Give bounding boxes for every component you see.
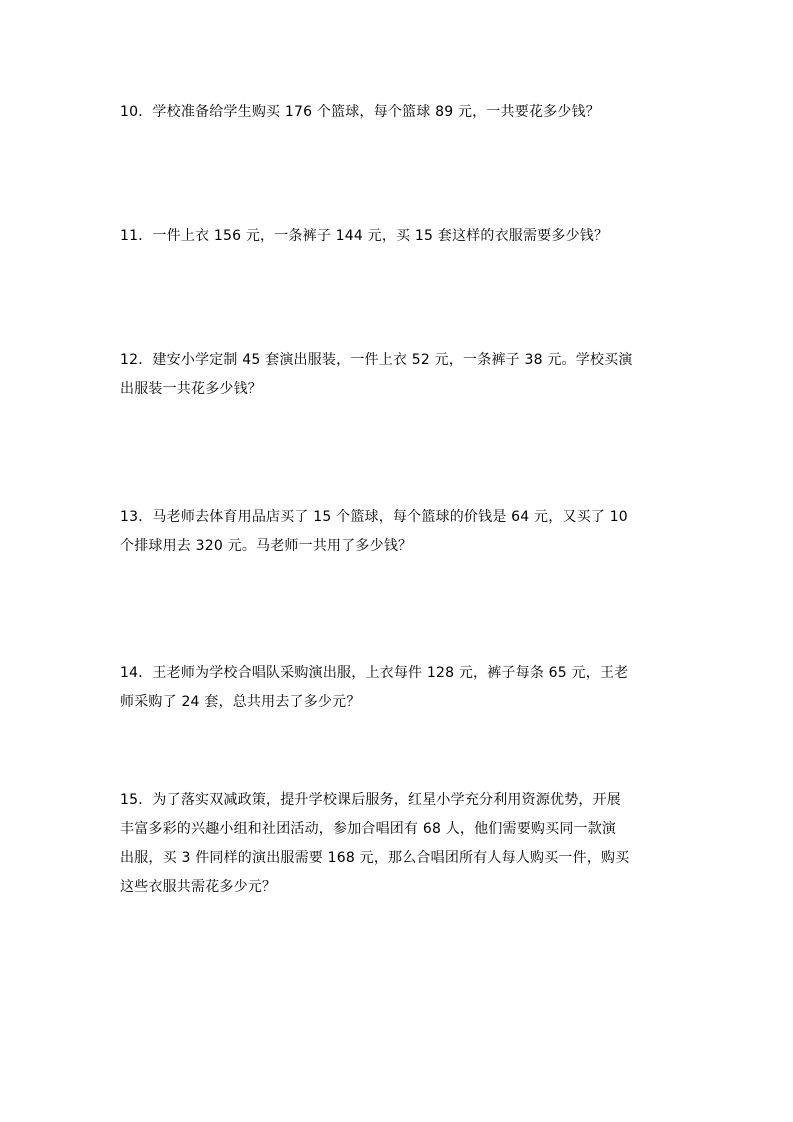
problem-15: [120, 786, 676, 902]
problem-12-line-2: 出服装一共花多少钱？: [120, 381, 262, 397]
problem-12-line-1: 12．建安小学定制 45 套演出服装，一件上衣 52 元，一条裤子 38 元。学校买演: [120, 352, 633, 368]
problem-13-line-1: 13．马老师去体育用品店买了 15 个篮球，每个篮球的价钱是 64 元，又买了 10: [120, 509, 628, 525]
problem-15-line-4: 这些衣服共需花多少元？: [120, 879, 277, 895]
problem-15-line-2: 丰富多彩的兴趣小组和社团活动，参加合唱团有 68 人，他们需要购买同一款演: [120, 821, 617, 837]
problem-13-line-2: 个排球用去 320 元。马老师一共用了多少钱？: [120, 538, 413, 554]
problem-14: [120, 659, 676, 717]
problem-11-line-1: 11．一件上衣 156 元，一条裤子 144 元，买 15 套这样的衣服需要多少钱？: [120, 228, 609, 244]
problem-14-line-1: 14．王老师为学校合唱队采购演出服，上衣每件 128 元，裤子每条 65 元，王老: [120, 665, 629, 681]
problem-10: [120, 98, 676, 127]
problem-10-line-1: 10．学校准备给学生购买 176 个篮球，每个篮球 89 元，一共要花多少钱？: [120, 104, 600, 120]
problem-15-line-1: 15．为了落实双减政策，提升学校课后服务，红星小学充分利用资源优势，开展: [120, 792, 622, 808]
problem-15-line-3: 出服，买 3 件同样的演出服需要 168 元，那么合唱团所有人每人购买一件，购买: [120, 850, 630, 866]
problem-13: [120, 503, 676, 561]
problem-14-line-2: 师采购了 24 套，总共用去了多少元？: [120, 694, 361, 710]
problem-12: [120, 346, 676, 404]
problem-11: [120, 222, 676, 251]
